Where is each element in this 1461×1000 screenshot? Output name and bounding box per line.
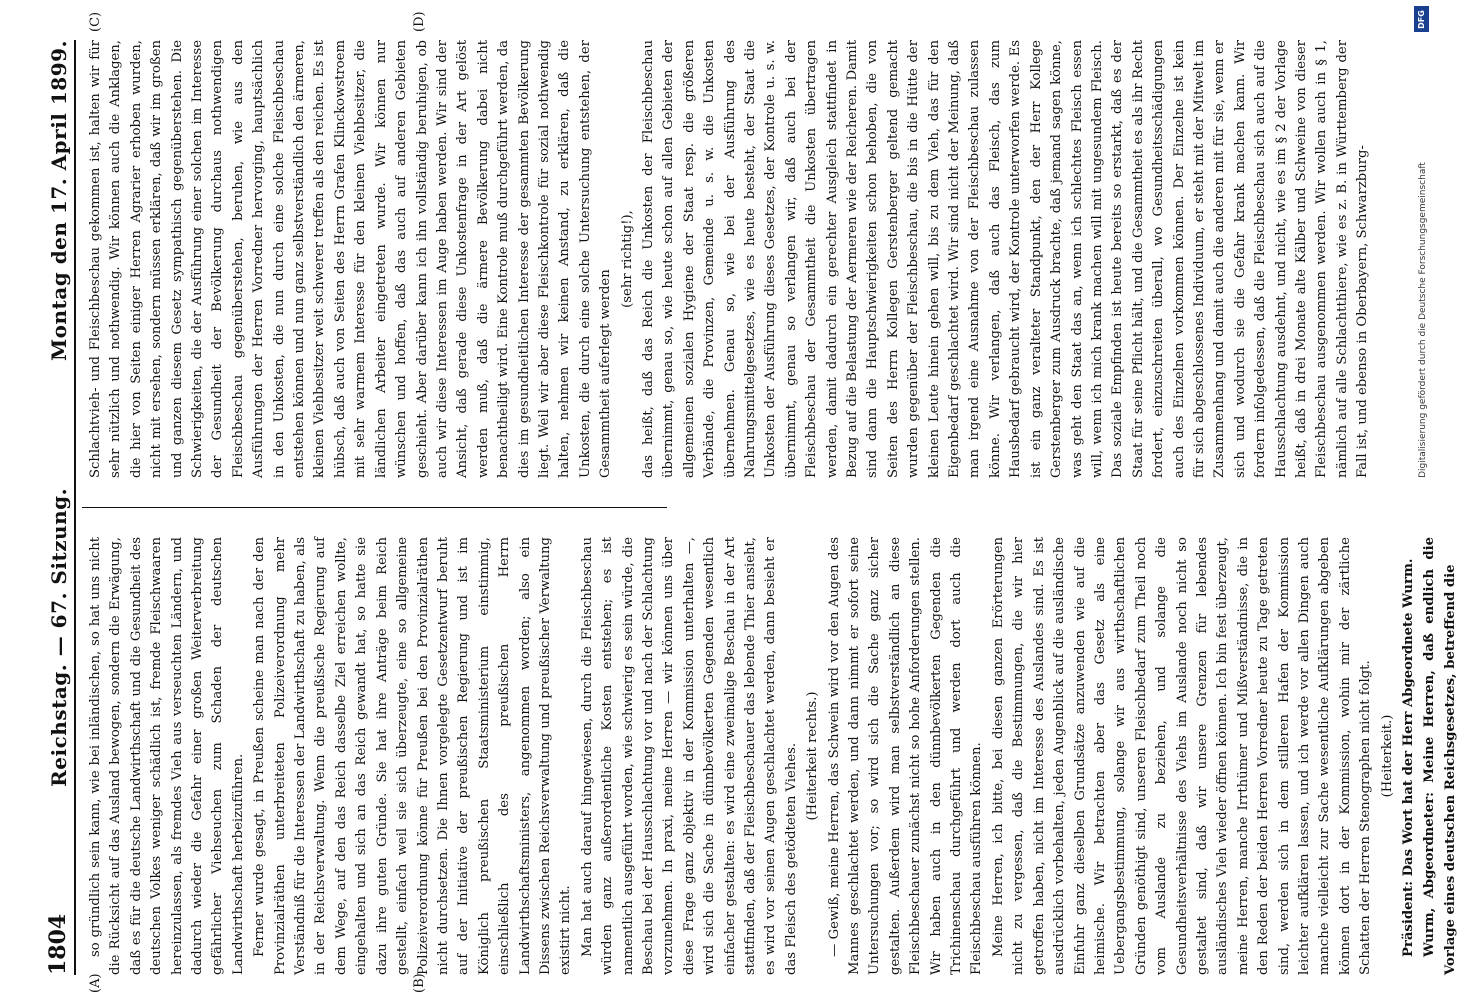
paragraph: Man hat auch darauf hingewiesen, durch die Fleischbeschau würden ganz außerordentliche Kosten entstehen; es ist namentlich ausgeführt worden, wie schwierig es sein würde, die Beschau bei der Hausschlachtung vor und nach der Schlachtung vorzunehmen. In praxi, meine Herren — wir können uns über diese Frage ganz objektiv in der Kommission unterhalten —, wird sich die Sache in dünnbevölkerten Gegenden wesentlich einfacher gestalten: es wird eine zweimalige Beschau in der Art stattfinden, daß der Fleischbeschauer das lebende Thier ansieht, es wird vor seinen Augen geschlachtet werden, dann besieht er das Fleisch des getödteten Viehes. bbox=[579, 537, 799, 975]
right-column bbox=[86, 40, 1371, 478]
paragraph: das heißt, daß das Reich die Unkosten der Fleischbeschau übernimmt, genau so, wie heute schon auf allen Gebieten der allgemeinen sozialen Hygiene der Staat resp. die größeren Verbände, die Provinzen, Gemeinde u. s. w. die Unkosten übernehmen. Genau so, wie bei der Ausführung des Nahrungsmittelgesetzes, wie es heute besteht, der Staat die Unkosten der Ausführung dieses Gesetzes, der Kontrole u. s. w. übernimmt, genau so verlangen wir, daß auch bei der Fleischbeschau der Gesammtheit die Unkosten übertragen werden, damit dadurch ein gerechter Ausgleich stattfindet in Bezug auf die Belastung der Aermeren wie der Reicheren. Damit sind dann die Hauptschwierigkeiten schon behoben, die von Seiten des Herrn Kollegen Gerstenberger geltend gemacht wurden gegenüber der Fleischbeschau, die bis in die Hütte der kleinen Leute hinein gehen will, bis zu dem Vieh, das für den Eigenbedarf geschlachtet wird. Wir sind nicht der Meinung, daß man irgend eine Ausnahme von der Fleischbeschau zulassen könne. Wir verlangen, daß auch das Fleisch, das zum Hausbedarf gebraucht wird, der Kontrole unterworfen werde. Es ist ein ganz veralteter Standpunkt, den der Herr Kollege Gerstenberger zum Ausdruck brachte, daß jemand sagen könne, was geht den Staat das an, wenn ich schlechtes Fleisch essen will, wenn ich mich krank machen will mit ungesundem Fleisch. Das soziale Empfinden ist heute bereits so erstarkt, daß es der Staat für seine Pflicht hält, und die Gesammtheit es als ihr Recht fordert, einzuschreiten überall, wo Gesundheitsschädigungen auch des Einzelnen vorkommen können. Der Einzelne ist kein für sich abgeschlossenes Individuum, er steht mit der Mitwelt im Zusammenhang und damit auch die anderen mit für sie, wenn er sich und wodurch sie die Gefahr krank machen kann. Wir fordern infolgedessen, daß die Fleischbeschau sich auch auf die Hausschlachtung ausdehnt, und nicht, wie es im § 2 der Vorlage heißt, daß in drei Monate alte Kälber und Schweine von dieser Fleischbeschau ausgenommen werden. Wir wollen auch in § 1, nämlich auf alle Schlachtthiere, wie es z. B. in Württemberg der Fall ist, und ebenso in Oberbayern, Schwarzburg- bbox=[640, 40, 1371, 478]
margin-marker-a: (A) bbox=[88, 973, 103, 993]
speaker-paragraph: Präsident: Das Wort hat der Herr Abgeordnete Wurm. bbox=[1401, 558, 1416, 957]
margin-marker-b: (B) bbox=[412, 973, 427, 993]
funding-notice: Digitalisierung gefördert durch die Deutsche Forschungsgemeinschaft bbox=[1418, 162, 1428, 478]
margin-marker-d: (D) bbox=[412, 11, 427, 32]
column-divider bbox=[82, 507, 667, 508]
paragraph: Meine Herren, ich bitte, bei diesen ganzen Erörterungen nicht zu vergessen, daß die Bestimmungen, die wir hier getroffen haben, nicht im Interesse des Auslandes sind. Es ist ausdrücklich vorbehalten, jeden Augenblick auf die ausländische Einfuhr ganz dieselben Grundsätze anzuwenden wie auf die heimische. Wir betrachten aber das Gesetz als eine Uebergangsbestimmung, solange wir aus wirthschaftlichen Gründen genöthigt sind, unseren Fleischbedarf zum Theil noch vom Auslande zu beziehen, und solange die Gesundheitsverhältnisse des Viehs im Auslande noch nicht so gestaltet sind, daß wir unsere Grenzen für lebendes ausländisches Vieh wieder öffnen können. Ich bin fest überzeugt, meine Herren, manche Irrthümer und Mißverständnisse, die in den Reden der beiden Herren Vorredner heute zu Tage getreten sind, werden sich in dem stilleren Hafen der Kommission leichter aufklären lassen, und ich werde vor allen Dingen auch manche vielleicht zur Sache wesentliche Aufklärungen abgeben können dort in der Kommission, wohin mir der zärtliche Schatten der Herren Stenographen nicht folgt. bbox=[990, 537, 1374, 975]
stage-direction: (sehr richtig!), bbox=[619, 210, 635, 308]
margin-marker-c: (C) bbox=[88, 11, 103, 32]
speaker-paragraph: Wurm, Abgeordneter: Meine Herren, daß endlich die Vorlage eines deutschen Reichsgesetzes, betreffend die bbox=[1422, 537, 1458, 975]
stage-direction: (Heiterkeit rechts.) bbox=[805, 691, 821, 821]
left-column bbox=[86, 537, 1458, 975]
page-number: 1804 bbox=[45, 913, 71, 975]
dfg-logo: DFG bbox=[1414, 6, 1429, 32]
paragraph: — Gewiß, meine Herren, das Schwein wird vor den Augen des Mannes geschlachtet werden, und dann nimmt er sofort seine Untersuchungen vor; so wird sich die Sache ganz sicher gestalten. Außerdem wird man selbstverständlich an diese Fleischbeschauer zunächst nicht so hohe Anforderungen stellen. Wir haben auch in den dünnbevölkerten Gegenden die Trichinenschau durchgeführt und werden dort auch die Fleischbeschau ausführen können. bbox=[826, 537, 985, 975]
paragraph: Ferner wurde gesagt, in Preußen scheine man nach der den Provinzialräthen unterbreiteten Polizeiverordnung mehr Verständniß für die Interessen der Landwirthschaft zu haben, als in der Reichsverwaltung. Wenn die preußische Regierung auf dem Wege, auf den das Reich dasselbe Ziel erreichen wollte, eingehalten und sich an das Reich gewandt hat, so hatte sie dazu ihre guten Gründe. Sie hat ihre Anträge beim Reich gestellt, einfach weil sie sich überzeugte, eine so allgemeine Polizeiverordnung könne für Preußen bei den Provinzialräthen nicht durchsetzen. Die Ihnen vorgelegte Gesetzentwurf beruht auf der Initiative der preußischen Regierung und ist im Königlich preußischen Staatsministerium einstimmig, einschließlich des preußischen Herrn Landwirthschaftsministers, angenommen worden; also ein Dissens zwischen Reichsverwaltung und preußischer Verwaltung existirt nicht. bbox=[252, 537, 574, 975]
page-header bbox=[42, 40, 76, 975]
stage-direction: (Heiterkeit.) bbox=[1379, 714, 1395, 798]
digitization-strip bbox=[1412, 0, 1434, 1000]
session-date: Montag den 17. April 1899. bbox=[47, 40, 71, 361]
paragraph: Schlachtvieh- und Fleischbeschau gekommen ist, halten wir für sehr nützlich und nothwendig. Wir können auch die Anklagen, die hier von Seiten einiger Herren Agrarier erhoben wurden, nicht mit ersehen, sondern müssen erklären, daß wir im großen und ganzen diesem Gesetz sympathisch gegenüberstehen. Die Schwierigkeiten, die der Ausführung einer solchen im Interesse der Gesundheit der Bevölkerung durchaus nothwendigen Fleischbeschau gegenüberstehen, beruhen, wie aus den Ausführungen der Herren Vorredner hervorging, hauptsächlich in den Unkosten, die nun durch eine solche Fleischbeschau entstehen können und nun ganz selbstverständlich den ärmeren, kleinen Viehbesitzer weit schwerer treffen als den reichen. Es ist hübsch, daß auch von Seiten des Herrn Grafen Klinckowstroem mit sehr warmem Interesse für den kleinen Viehbesitzer, die ländlichen Arbeiter eingetreten wurde. Wir können nur wünschen und hoffen, daß das auch auf anderen Gebieten geschieht. Aber darüber kann ich ihn vollständig beruhigen, ob auch wir diese Interessen im Auge haben werden. Wir sind der Ansicht, daß gerade diese Unkostenfrage in der Art gelöst werden muß, daß die ärmere Bevölkerung dabei nicht benachtheiligt wird. Eine Kontrole muß durchgeführt werden, da dies im gesundheitlichen Interesse der gesammten Bevölkerung liegt. Weil wir aber diese Fleischkontrole für sozial nothwendig halten, nehmen wir keinen Anstand, zu erklären, daß die Unkosten, die durch eine solche Untersuchung entstehen, der Gesammtheit auferlegt werden bbox=[88, 40, 614, 478]
session-title: Reichstag. — 67. Sitzung. bbox=[47, 487, 71, 787]
paragraph: so gründlich sein kann, wie bei inländischen, so hat uns nicht die Rücksicht auf das Ausland bewogen, sondern die Erwägung, daß es für die deutsche Landwirthschaft und die Gesundheit des deutschen Volkes weniger schädlich ist, fremde Fleischwaaren hereinzulassen, als fremdes Vieh aus verseuchten Ländern, und dadurch wieder die Gefahr einer großen Weiterverbreitung gefährlicher Viehseuchen zum Schaden der deutschen Landwirthschaft herbeizuführen. bbox=[88, 537, 246, 975]
